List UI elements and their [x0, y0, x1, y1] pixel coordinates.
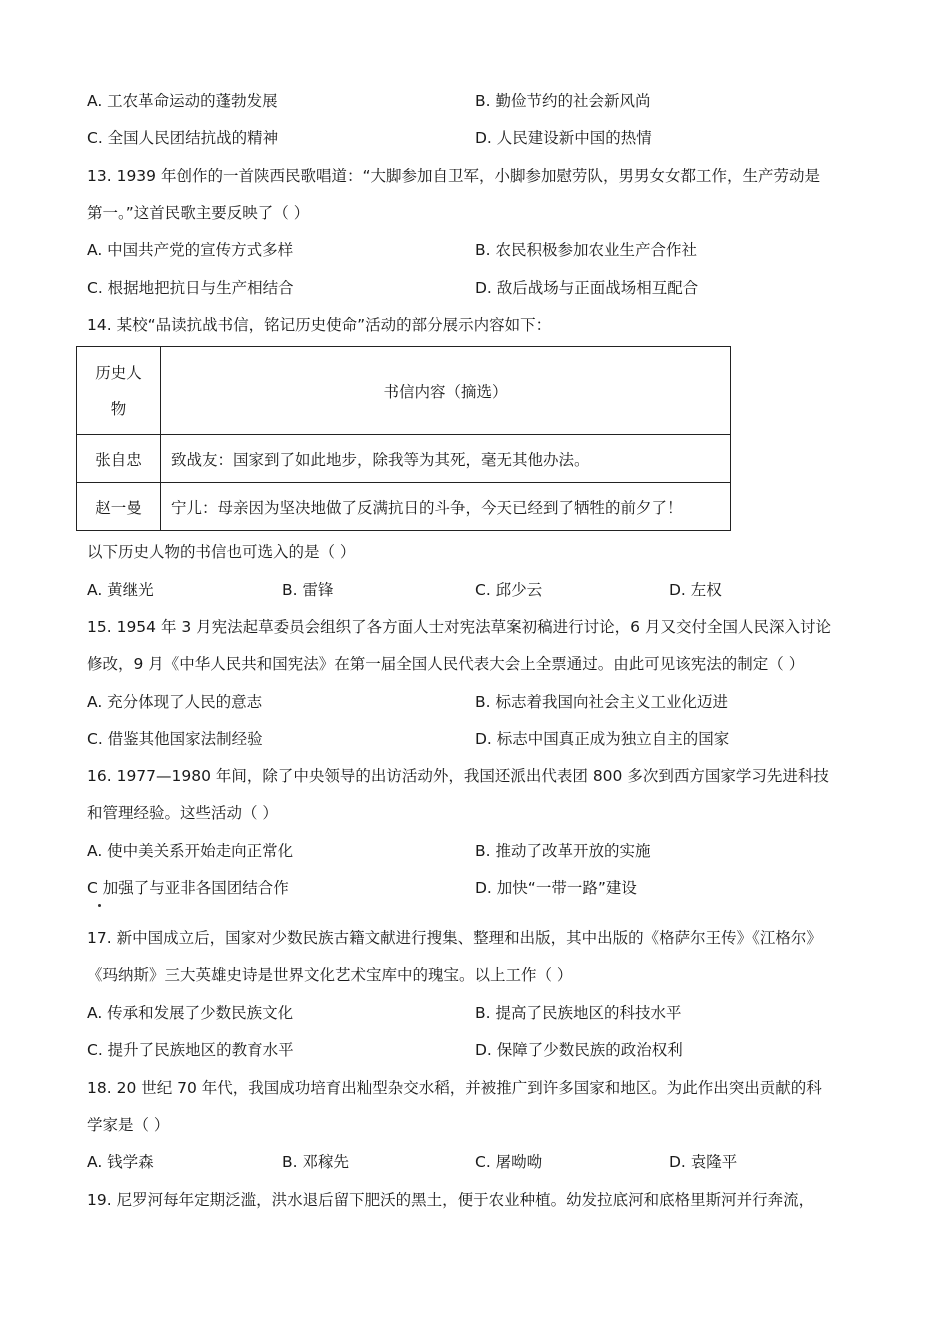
table-row	[77, 435, 731, 483]
letters-table	[76, 346, 731, 531]
header-letter-content: 书信内容（摘选）	[161, 347, 731, 435]
q14-stem: 14. 某校“品读抗战书信，铭记历史使命”活动的部分展示内容如下：	[87, 316, 552, 334]
q15-stem-line-1: 15. 1954 年 3 月宪法起草委员会组织了各方面人士对宪法草案初稿进行讨论，6 月又交付全国人民深入讨论	[87, 618, 831, 636]
q17-stem-line-1: 17. 新中国成立后，国家对少数民族古籍文献进行搜集、整理和出版，其中出版的《格萨尔王传》《江格尔》	[87, 929, 822, 947]
q15-option-b: B. 标志着我国向社会主义工业化迈进	[475, 693, 728, 711]
q12-option-c: C. 全国人民团结抗战的精神	[87, 129, 279, 147]
stray-dot	[98, 904, 101, 907]
q19-stem-line-1: 19. 尼罗河每年定期泛滥，洪水退后留下肥沃的黑土，便于农业种植。幼发拉底河和底格里斯河并行奔流，	[87, 1191, 815, 1209]
q14-question: 以下历史人物的书信也可选入的是（ ）	[87, 543, 356, 561]
q12-option-b: B. 勤俭节约的社会新风尚	[475, 92, 651, 110]
q14-option-a: A. 黄继光	[87, 581, 154, 599]
q17-stem-line-2: 《玛纳斯》三大英雄史诗是世界文化艺术宝库中的瑰宝。以上工作（ ）	[87, 966, 573, 984]
q18-option-a: A. 钱学森	[87, 1153, 154, 1171]
header-name-line-2: 物	[110, 399, 127, 418]
q16-stem-line-2: 和管理经验。这些活动（ ）	[87, 804, 278, 822]
q15-option-a: A. 充分体现了人民的意志	[87, 693, 263, 711]
header-name-line-1: 历史人	[95, 363, 142, 382]
q16-option-d: D. 加快“一带一路”建设	[475, 879, 637, 897]
q14-option-d: D. 左权	[669, 581, 722, 599]
q12-option-a: A. 工农革命运动的蓬勃发展	[87, 92, 278, 110]
letter-excerpt: 致战友：国家到了如此地步，除我等为其死，毫无其他办法。	[161, 435, 731, 483]
header-historical-figure	[77, 347, 161, 435]
q17-option-b: B. 提高了民族地区的科技水平	[475, 1004, 682, 1022]
q18-stem-line-2: 学家是（ ）	[87, 1116, 170, 1134]
table-row	[77, 483, 731, 531]
q13-option-a: A. 中国共产党的宣传方式多样	[87, 241, 294, 259]
q15-option-c: C. 借鉴其他国家法制经验	[87, 730, 263, 748]
q16-option-a: A. 使中美关系开始走向正常化	[87, 842, 294, 860]
q18-option-b: B. 邓稼先	[282, 1153, 349, 1171]
letter-excerpt: 宁儿：母亲因为坚决地做了反满抗日的斗争，今天已经到了牺牲的前夕了！	[161, 483, 731, 531]
q16-option-b: B. 推动了改革开放的实施	[475, 842, 651, 860]
q16-option-c: C 加强了与亚非各国团结合作	[87, 879, 289, 897]
q15-stem-line-2: 修改，9 月《中华人民共和国宪法》在第一届全国人民代表大会上全票通过。由此可见该宪法的制定（ ）	[87, 655, 805, 673]
q13-option-d: D. 敌后战场与正面战场相互配合	[475, 279, 699, 297]
q16-stem-line-1: 16. 1977—1980 年间，除了中央领导的出访活动外，我国还派出代表团 800 多次到西方国家学习先进科技	[87, 767, 829, 785]
q13-option-b: B. 农民积极参加农业生产合作社	[475, 241, 697, 259]
q14-option-c: C. 邱少云	[475, 581, 543, 599]
q17-option-c: C. 提升了民族地区的教育水平	[87, 1041, 294, 1059]
q15-option-d: D. 标志中国真正成为独立自主的国家	[475, 730, 730, 748]
q18-option-d: D. 袁隆平	[669, 1153, 738, 1171]
q18-option-c: C. 屠呦呦	[475, 1153, 543, 1171]
q13-stem-line-2: 第一。”这首民歌主要反映了（ ）	[87, 204, 310, 222]
q12-option-d: D. 人民建设新中国的热情	[475, 129, 652, 147]
q13-option-c: C. 根据地把抗日与生产相结合	[87, 279, 294, 297]
figure-name: 张自忠	[77, 435, 161, 483]
q14-option-b: B. 雷锋	[282, 581, 334, 599]
q13-stem-line-1: 13. 1939 年创作的一首陕西民歌唱道：“大脚参加自卫军，小脚参加慰劳队，男男女女都工作，生产劳动是	[87, 167, 820, 185]
letters-table-header	[77, 347, 731, 435]
q17-option-a: A. 传承和发展了少数民族文化	[87, 1004, 294, 1022]
q17-option-d: D. 保障了少数民族的政治权利	[475, 1041, 683, 1059]
q18-stem-line-1: 18. 20 世纪 70 年代，我国成功培育出籼型杂交水稻，并被推广到许多国家和地区。为此作出突出贡献的科	[87, 1079, 822, 1097]
figure-name: 赵一曼	[77, 483, 161, 531]
